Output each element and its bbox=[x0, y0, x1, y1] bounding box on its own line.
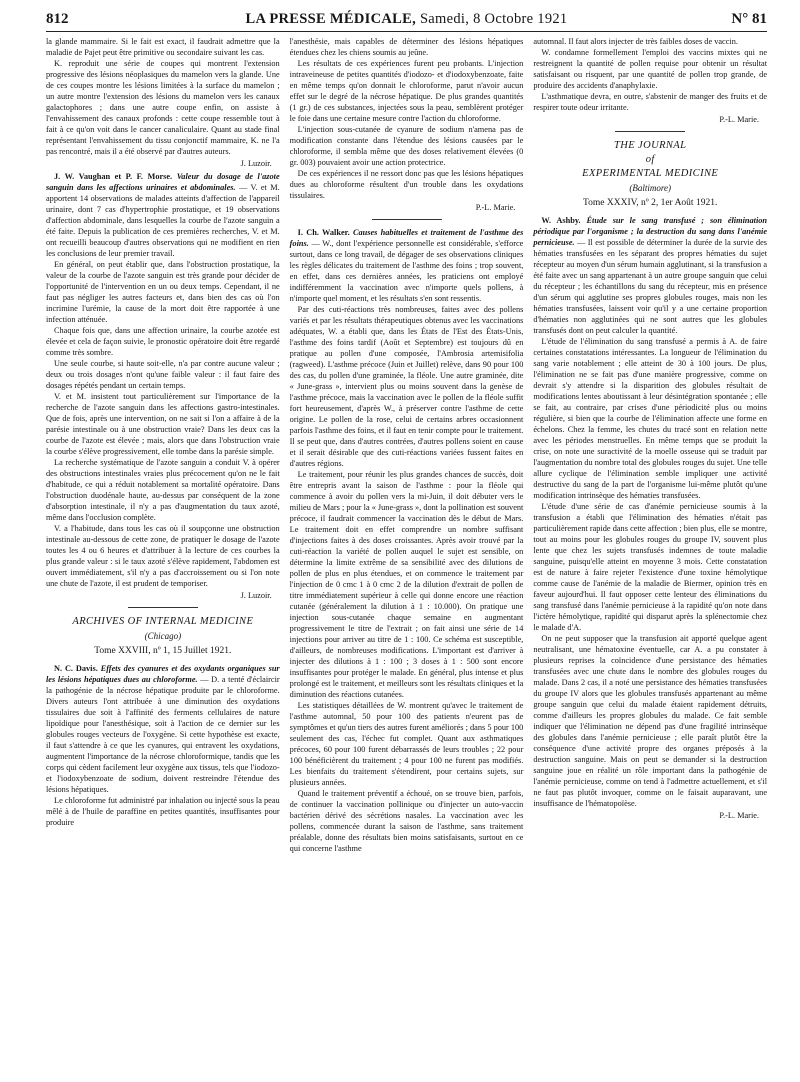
journal-heading bbox=[533, 139, 767, 181]
article-vaughan-morse bbox=[46, 171, 280, 259]
journal-heading bbox=[46, 615, 280, 629]
article-walker bbox=[290, 227, 524, 304]
article-author: J. W. Vaughan et P. F. Morse. bbox=[54, 172, 173, 181]
journal-name-line-1: THE JOURNAL bbox=[614, 140, 687, 151]
paragraph: Une seule courbe, si haute soit-elle, n'a par contre aucune valeur ; deux ou trois dosages n'ont qu'une faible valeur : il faut faire des dosages répétés pendant un certain temps. bbox=[46, 359, 280, 390]
paragraph: L'étude de l'élimination du sang transfusé a permis à A. de faire certaines constatations intéressantes. La longueur de l'élimination du sang varie notablement ; elle atteint de 30 à 100 jours. De plus, l'élimination ne se fait pas d'une manière progressive, comme on devrait s'y attendre si la disparition des globules résultait de modifications lentes aboutissant à leur désintégration spontanée ; elle se fait, au contraire, par crises d'une périodicité plus ou moins régulière, si bien que la courbe de l'élimination affecte une forme en échelons. Chez la femme, les chutes du tracé sont en relation nette avec les périodes menstruelles. En même temps que se produit la crise, on note une suractivité de la moelle osseuse qui se traduit par l'augmentation du nombre total des globules rouges du sujet. Une telle allure cyclique de l'élimination semble impliquer une activité destructive du sang de la part de l'organisme lui-même plutôt qu'une modification intrinsèque des hématies transfusées. bbox=[533, 337, 768, 500]
signature: P.-L. Marie. bbox=[475, 203, 516, 212]
paragraph: Le chloroforme fut administré par inhalation ou injecté sous la peau mêlé à de l'huile de paraffine en petites quantités, insuffisantes pour produire bbox=[46, 796, 280, 827]
paragraph: On ne peut supposer que la transfusion ait apporté quelque agent neutralisant, une hématoxine éventuelle, car A. a pu constater à plusieurs reprises la coïncidence d'une persistance des hématies transfusées avec une chute dans le nombre des globules rouges du malade. Dans 2 cas, il a noté une persistance des hématies transfusées du groupe IV alors que les globules transfusés appartenant au même groupe sanguin que celui du malade étaient rapidement détruits, comme d'ailleurs les propres globules du malade. Ce fait semble indiquer que l'élimination ne dépend pas d'une fragilité intrinsèque des globules dans l'anémie pernicieuse ; elle paraît plutôt être la conséquence d'une activité propre des organes préposés à la destruction sanguine. Mais on peut se demander si la destruction sanguine joue en réalité un rôle important dans la pathogénie de l'anémie pernicieuse, comme on tend à l'admettre actuellement, et s'il ne faut pas plutôt invoquer, comme on le faisait auparavant, une insuffisance de l'hématopoïèse. bbox=[533, 634, 768, 808]
paragraph: l'anesthésie, mais capables de déterminer des lésions hépatiques étendues chez les chiens soumis au jeûne. bbox=[289, 37, 524, 57]
column-1 bbox=[46, 36, 280, 854]
section-divider bbox=[615, 131, 685, 132]
paragraph: K. reproduit une série de coupes qui montrent l'extension progressive des lésions néoplasiques du mamelon vers la glande. Une de ces coupes montre les lésions limitées à la surface du mamelon ; un autre montre l'extension des lésions du mamelon vers les canaux galactophores ; dans une autre coupe enfin, on assiste à l'envahissement des canaux profonds : cette coupe ressemble tout à fait à ce qu'on voit dans le cancer canaliculaire. Quant au stade final représentant l'envahissement du tissu conjonctif mammaire, K. ne l'a pas rencontré, mais il a été observé par d'autres auteurs. bbox=[46, 59, 280, 156]
paragraph: Quand le traitement préventif a échoué, on se trouve bien, parfois, de continuer la vaccination pollinique ou d'injecter un auto-vaccin bactérien dérivé des sécrétions nasales. La vaccination avec les pollens, commencée durant la saison de l'asthme, sans traitement préalable, donne des résultats bien moins satisfaisants, surtout en ce qui concerne l'asthme bbox=[289, 789, 524, 853]
paragraph: En général, on peut établir que, dans l'obstruction prostatique, la valeur de la courbe de l'azote sanguin est très grande pour décider de l'opportunité de l'intervention en un ou deux temps. Cependant, il ne faut pas négliger les autres facteurs et, dans bien des cas où l'on incrimine l'urémie, la cause de la mort doit être rapportée à une infection atténuée. bbox=[46, 260, 280, 324]
masthead bbox=[46, 0, 767, 32]
text-columns bbox=[46, 36, 767, 854]
paragraph: Les résultats de ces expériences furent peu probants. L'injection intraveineuse de petites quantités d'iodozo- et d'iodoxybenzoate, faite en même temps qu'on donnait le chloroforme, parut n'avoir aucun effet sur le degré de la nécrose hépatique. De plus grandes quantités (1 gr.) de ces substances, injectées sous la peau, semblèrent protéger le foie dans une certaine mesure contre l'action du chloroforme. bbox=[289, 59, 524, 123]
publication-name: LA PRESSE MÉDICALE, bbox=[245, 11, 416, 27]
article-lead: — D. a tenté d'éclaircir la pathogénie de la nécrose hépatique produite par le chloroforme. Divers auteurs l'ont attribuée à une diminution des oxydations tissulaires due soit à l'affinité des ferments cellulaires de nature lipoïdique pour l'anesthésique, soit à l'action de ce dernier sur les globules rouges vecteurs de l'oxygène. Si cette hypothèse est exacte, il faut s'attendre à ce que les cyanures, qui entravent les oxydations, augmentent l'importance de la nécrose chloroformique, tandis que les corps qui cèdent facilement leur oxygène aux tissus, tels que l'iodozo- et l'iodoxybenzoate de sodium, doivent restreindre l'étendue des lésions hépatiques. bbox=[46, 675, 280, 794]
signature: J. Luzoir. bbox=[240, 159, 272, 168]
paragraph: L'asthmatique devra, en outre, s'abstenir de manger des fruits et de respirer toute odeur irritante. bbox=[533, 92, 768, 112]
section-divider bbox=[372, 219, 442, 220]
article-author: N. C. Davis. bbox=[54, 664, 98, 673]
publication-date: Samedi, 8 Octobre 1921 bbox=[419, 11, 568, 27]
journal-city: (Baltimore) bbox=[629, 183, 671, 193]
journal-name-line-3: EXPERIMENTAL MEDICINE bbox=[582, 168, 719, 179]
journal-name-line-2: of bbox=[645, 154, 655, 165]
journal-name: ARCHIVES OF INTERNAL MEDICINE bbox=[72, 616, 254, 627]
article-title: Valeur du dosage de l'azote sanguin dans les affections urinaires et abdominales. bbox=[46, 172, 280, 192]
paragraph: la glande mammaire. Si le fait est exact, il faudrait admettre que la maladie de Pajet peut être primitive ou secondaire suivant les cas. bbox=[46, 37, 280, 57]
paragraph: L'étude d'une série de cas d'anémie pernicieuse soumis à la transfusion a établi que l'élimination des hématies n'était pas particulièrement rapide dans cette affection ; bien plus, elle se montre, tout au moins pour les globules rouges du groupe IV, souvent plus lente que chez les sujets transfusés indemnes de toute maladie sanguine, puisqu'elle atteint en moyenne 3 mois. Cette constatation est de nature à faire rejeter l'existence d'une toxine hémolytique comme cause de l'anémie de la maladie de Biermer, opinion très en faveur aujourd'hui. Il faut opposer cette lenteur des éliminations du sang transfusé dans l'anémie pernicieuse à la rapidité qu'on note dans l'ictère hémolytique, rapidité qui disparut après la splénectomie chez le malade d'A. bbox=[533, 502, 768, 632]
publication-title bbox=[106, 11, 707, 28]
article-lead: — W., dont l'expérience personnelle est considérable, s'efforce surtout, dans ce long travail, de dégager de ses observations cliniques les règles délicates du traitement de l'asthme des foins ; trop souvent, en effet, dans ces dernières années, les praticiens ont employé indifféremment la vaccination avec n'importe quels pollens, à n'importe quel moment, et les résultats s'en sont ressentis. bbox=[289, 239, 524, 303]
paragraph: V. a l'habitude, dans tous les cas où il soupçonne une obstruction intestinale au-dessous de cette zone, de pratiquer le dosage de l'azote toutes les 4 ou 6 heures et d'attribuer à la lecture de ces courbes la plus grande valeur : si le taux azoté s'élève rapidement, l'abdomen est ouvert immédiatement, s'il n'y a pas d'accroissement ou si l'on note une chute de l'azote, il est prudent de temporiser. bbox=[46, 524, 280, 588]
paragraph: De ces expériences il ne ressort donc pas que les lésions hépatiques dues au chloroforme résultent d'un trouble dans les oxydations tissulaires. bbox=[289, 169, 524, 200]
article-author: W. Ashby. bbox=[541, 216, 581, 225]
journal-city: (Chicago) bbox=[144, 631, 182, 641]
article-davis bbox=[46, 663, 280, 795]
column-2 bbox=[290, 36, 524, 854]
article-title: Causes habituelles et traitement de l'asthme des foins. bbox=[289, 228, 524, 248]
paragraph: Chaque fois que, dans une affection urinaire, la courbe azotée est élevée et cela de façon suivie, le pronostic opératoire doit être regardé comme très sombre. bbox=[46, 326, 280, 357]
paragraph: automnal. Il faut alors injecter de très faibles doses de vaccin. bbox=[533, 37, 738, 46]
signature: J. Luzoir. bbox=[240, 591, 272, 600]
article-lead: — V. et M. apportent 14 observations de malades atteints d'affection de l'appareil urinaire, dont 7 cas d'hypertrophie prostatique, et 19 observations d'affection abdominale, dans lesquelles la courbe de l'azote sanguin a été faite. Depuis la publication de ces premières recherches, V. et M. ont recueilli beaucoup d'autres observations qui ne modifient en rien les conclusions de leur premier travail. bbox=[46, 183, 280, 258]
paragraph: La recherche systématique de l'azote sanguin a conduit V. à opérer des obstructions intestinales vraies plus précocement qu'on ne le fait d'habitude, ce qui a réduit notablement sa mortalité opératoire. Dans l'obstruction duodénale haute, au-dessus par conséquent de la zone d'absorption intestinale, il n'y a pas d'augmentation du taux azoté, même dans l'occlusion complète. bbox=[46, 458, 280, 522]
page-number: 812 bbox=[46, 11, 69, 27]
paragraph: Le traitement, pour réunir les plus grandes chances de succès, doit être entrepris avant la saison de l'asthme : pour la fléole qui commence à avoir du pollen vers la mi-Juin, il doit débuter vers le milieu de Mars ; pour la « June-grass », dont la pollination est souvent précoce, il faudrait commencer la vaccination dès le début de Mars. Le traitement doit en effet comprendre un nombre suffisant d'injections faites à des doses croissantes. Après avoir trouvé par la cuti-réaction la variété de pollen auquel le sujet est sensible, on détermine la limite extrême de sa sensibilité avec des dilutions de pollen de plus en plus étendues, et on commence le traitement par l'injection de 0 cmc 1 à 0 cmc 2 de la dilution d'extrait de pollen de titre immédiatement supérieur à celle qui donne encore une réaction cutanée (généralement la dilution à 1 : 10.000). On pratique une injection sous-cutanée chaque semaine en augmentant progressivement le titre de l'extrait ; on fait ainsi une série de 14 injections pour arriver au titre de 1 : 100. Ce schéma est susceptible, d'ailleurs, de nombreuses modifications. L'important est d'arriver à injecter des dilutions à 1 : 100 ; 3 doses à 1 : 500 sont encore insuffisantes pour protéger le malade. En général, plus intense et plus prolongé est le traitement, et meilleurs sont les résultats cliniques et la diminution des réactions cutanées. bbox=[289, 470, 524, 699]
paragraph: Les statistiques détaillées de W. montrent qu'avec le traitement de l'asthme automnal, 50 pour 100 des patients n'eurent pas de symptômes et qu'un tiers des autres furent améliorés ; dans 5 pour 100 seulement des cas, l'échec fut complet. Quant aux asthmatiques précoces, 60 pour 100 furent débarrassés de leurs troubles ; 22 pour 100 bénéficièrent du traitement ; 4 pour 100 ne furent pas modifiés. Les bienfaits du traitement s'étendirent, pour certains sujets, sur plusieurs années. bbox=[289, 701, 524, 787]
paragraph: W. condamne formellement l'emploi des vaccins mixtes qui ne restreignent la quantité de pollen requise pour obtenir un résultat satisfaisant ou risquent, par une quantité de pollen trop grande, de produire des accidents d'anaphylaxie. bbox=[533, 48, 768, 90]
section-divider bbox=[128, 607, 198, 608]
column-3 bbox=[533, 36, 767, 854]
paragraph: Par des cuti-réactions très nombreuses, faites avec des pollens variés et par les résultats thérapeutiques obtenus avec les vaccinations adéquates, W. a établi que, dans les États de l'Est des États-Unis, l'asthme des foins tardif (Août et Septembre) est toujours dû en pratique au pollen d'une composée, l'Ambrosia artemisifolia (ragweed). L'asthme précoce (Juin et Juillet) relève, dans 90 pour 100 des cas, du pollen d'une graminée, la fléole. Une autre graminée, dite « June-grass », intervient plus ou moins souvent dans la genèse de l'asthme précoce, mais la vaccination avec le pollen de la fléole suffit fort heureusement, d'après W., à préserver contre l'asthme de cette origine. Le pollen de la rose, celui de certains arbres occasionnent parfois l'asthme des foins, et il faut en tenir compte pour le traitement. Il se peut que, dans d'autres contrées, d'autres pollens soient en cause et il serait désirable que des cuti-réactions variées fussent faites en d'autres régions. bbox=[289, 305, 524, 468]
article-ashby bbox=[533, 215, 767, 336]
signature: P.-L. Marie. bbox=[719, 115, 760, 124]
paragraph: L'injection sous-cutanée de cyanure de sodium n'amena pas de modification constante dans l'étendue des lésions causées par le chloroforme, il sembla même que des doses relativement élevées (0 gr. 003) pouvaient avoir une action protectrice. bbox=[289, 125, 524, 167]
article-author: I. Ch. Walker. bbox=[297, 228, 350, 237]
article-title: Étude sur le sang transfusé ; son élimination périodique par l'organisme ; la destruction du sang dans l'anémie pernicieuse. bbox=[533, 216, 768, 247]
article-title: Effets des cyanures et des oxydants organiques sur les lésions hépatiques dues au chloroforme. bbox=[46, 664, 280, 684]
article-lead: — Il est possible de déterminer la durée de la survie des hématies transfusées en les séparant des propres hématies du sujet récepteur au moyen d'un sérum humain agglutinant, si la transfusion a été faite avec un sang appartenant à un autre groupe sanguin que celui du récepteur ; les échantillons du sang du récepteur, mis en présence d'un sérum qui agglutine ses propres globules rouges, mais non les hématies transfusées, laissent voir qu'il y a une certaine proportion d'hématies non agglutinées qui ne sont autres que les globules transfusés dont on peut calculer la quantité. bbox=[533, 238, 768, 335]
journal-volume: Tome XXVIII, nº 1, 15 Juillet 1921. bbox=[94, 646, 232, 656]
journal-volume: Tome XXXIV, nº 2, 1er Août 1921. bbox=[583, 198, 718, 208]
signature: P.-L. Marie. bbox=[719, 811, 760, 820]
issue-number: N° 81 bbox=[731, 11, 767, 27]
paragraph: V. et M. insistent tout particulièrement sur l'importance de la recherche de l'azote sanguin dans les affections gastro-intestinales. Que de fois, après une intervention, on ne sait si l'on a affaire à de la parésie intestinale ou à une obstruction vraie? Dans les deux cas la courbe de l'azote est élevée ; mais, alors que dans l'obstruction vraie la courbe s'élève progressivement, elle tombe dans la parésie simple. bbox=[46, 392, 280, 456]
